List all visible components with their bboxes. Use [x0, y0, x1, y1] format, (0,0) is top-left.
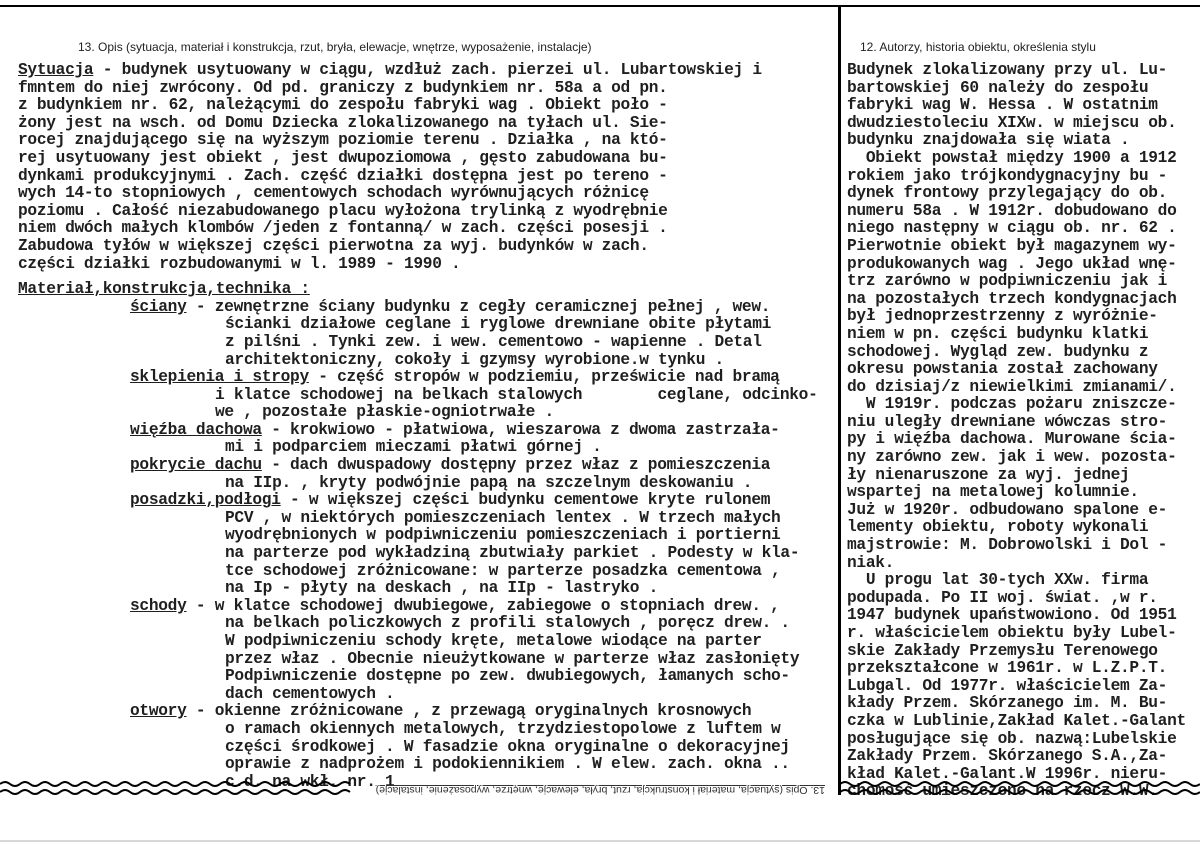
materials-item-text: PCV , w niektórych pomieszczeniach lentex . W trzech małych: [225, 508, 781, 527]
history-line: U progu lat 30-tych XXw. firma: [847, 571, 1149, 590]
materials-item-label: otwory: [130, 702, 187, 721]
history-line: fabryki wag W. Hessa . W ostatnim: [847, 96, 1158, 115]
situation-line: [18, 256, 836, 274]
materials-item-text: na IIp. , kryty podwójnie papą na szczelnym deskowaniu .: [225, 473, 753, 492]
situation-section: [18, 62, 836, 273]
materials-line: [18, 404, 836, 422]
history-line: numeru 58a . W 1912r. dobudowano do: [847, 201, 1177, 220]
history-line: Lubgal. Od 1977r. właścicielem Za-: [847, 676, 1168, 695]
situation-text: z budynkiem nr. 62, należącymi do zespołu fabryki wag . Obiekt poło -: [18, 96, 668, 115]
history-line: czka w Lublinie,Zakład Kalet.-Galant: [847, 711, 1186, 730]
materials-line: [18, 633, 836, 651]
materials-line: [18, 299, 836, 317]
history-line: chomość umieszczono na rzecz W.W.: [847, 782, 1158, 801]
materials-item-text: na belkach policzkowych z profili stalowych , poręcz drew. .: [225, 614, 790, 633]
materials-line: [18, 387, 836, 405]
history-line: r. właścicielem obiektu były Lubel-: [847, 624, 1177, 642]
materials-item-text: przez właz . Obecnie nieużytkowane w parterze właz zasłonięty: [225, 649, 800, 668]
history-line: ny zarówno zew. jak i wew. pozosta-: [847, 448, 1177, 467]
history-line: majstrowie: M. Dobrowolski i Dol -: [847, 536, 1168, 555]
materials-line: [18, 352, 836, 370]
situation-text: niem dwóch małych klombów /jeden z fontanną/ w zach. części posesji .: [18, 219, 668, 238]
history-line: Zakłady Przem. Skórzanego S.A.,Za-: [847, 747, 1168, 766]
materials-item-label: więźba dachowa: [130, 420, 262, 439]
situation-text: żony jest na wsch. od Domu Dziecka zlokalizowanego na tyłach ul. Sie-: [18, 113, 668, 132]
materials-item-text: oprawie z nadprożem i podokiennikiem . W elew. zach. okna ..: [225, 755, 790, 774]
materials-item-text: tce schodowej zróżnicowane: w parterze posadzka cementowa ,: [225, 561, 781, 580]
situation-line: [18, 238, 836, 256]
history-line: posługujące się ob. nazwą:Lubelskie: [847, 729, 1177, 748]
materials-line: [18, 457, 836, 475]
top-border-line: [0, 5, 1200, 7]
history-line: produkowanych wag . Jego układ wnę-: [847, 254, 1177, 273]
history-line: podupada. Po II woj. świat. ,w r.: [847, 588, 1158, 607]
materials-line: [18, 668, 836, 686]
situation-text: wych 14-to stopniowych , cementowych schodach wyrównujących różnicę: [18, 184, 649, 203]
situation-line: [18, 115, 836, 133]
situation-line: [18, 185, 836, 203]
history-line: W 1919r. podczas pożaru zniszcze-: [847, 395, 1177, 414]
situation-line: [18, 80, 836, 98]
materials-line: [18, 703, 836, 721]
history-line: niego następny w ciągu ob. nr. 62 .: [847, 219, 1177, 238]
materials-heading-label: Materiał,konstrukcja,technika :: [18, 280, 310, 299]
materials-item-text: - część stropów w podziemiu, prześwicie nad bramą: [308, 368, 780, 387]
history-line: wspartej na metalowej kolumnie.: [847, 483, 1139, 502]
situation-text: dynkami produkcyjnymi . Zach. część działki dostępna jest po tereno -: [18, 166, 668, 185]
history-line: bartowskiej 60 należy do zespołu: [847, 78, 1149, 97]
materials-item-text: i klatce schodowej na belkach stalowych ceglane, odcinko-: [215, 385, 818, 404]
history-line: na pozostałych trzech kondygnacjach: [847, 289, 1177, 308]
materials-item-text: architektoniczny, cokoły i gzymsy wyrobione.w tynku .: [225, 350, 724, 369]
history-line: okresu powstania został zachowany: [847, 360, 1158, 379]
situation-line: [18, 132, 836, 150]
materials-line: [18, 739, 836, 757]
materials-item-text: W podpiwniczeniu schody kręte, metalowe wiodące na parter: [225, 632, 762, 650]
history-line: budynku znajdowała się wiata .: [847, 131, 1130, 150]
history-line: przekształcone w 1961r. w L.Z.P.T.: [847, 659, 1168, 678]
materials-item-text: ścianki działowe ceglane i ryglowe drewniane obite płytami: [225, 315, 772, 334]
materials-item-text: dach cementowych .: [225, 684, 395, 703]
situation-text: Zabudowa tyłów w większej części pierwotna za wyj. budynków w zach.: [18, 236, 649, 255]
materials-line: [18, 651, 836, 669]
materials-line: [18, 545, 836, 563]
history-line: kłady Przem. Skórzanego im. M. Bu-: [847, 694, 1168, 713]
materials-line: [18, 615, 836, 633]
materials-line: [18, 492, 836, 510]
materials-item-text: - w klatce schodowej dwubiegowe, zabiegowe o stopniach drew. ,: [186, 596, 780, 615]
materials-item-text: o ramach okiennych metalowych, trzydziestopolowe z luftem w: [225, 719, 781, 738]
situation-text: - budynek usytuowany w ciągu, wzdłuż zach. pierzei ul. Lubartowskiej i: [93, 61, 762, 79]
history-line: Już w 1920r. odbudowano spalone e-: [847, 500, 1168, 519]
situation-line: [18, 97, 836, 115]
history-line: py i więźba dachowa. Murowane ścia-: [847, 430, 1177, 449]
history-line: trz zarówno w podpiwniczeniu jak i: [847, 272, 1168, 291]
materials-line: [18, 721, 836, 739]
materials-item-label: ściany: [130, 297, 187, 316]
column-divider: [838, 5, 841, 795]
situation-line: [18, 220, 836, 238]
situation-label: Sytuacja: [18, 61, 94, 79]
materials-item-text: na Ip - płyty na deskach , na IIp - lastryko .: [225, 579, 659, 598]
situation-line: [18, 203, 836, 221]
left-column-header: 13. Opis (sytuacja, materiał i konstrukcja, rzut, bryła, elewacje, wnętrze, wyposażenie, instalacje): [78, 40, 592, 54]
materials-line: [18, 686, 836, 704]
materials-item-text: Podpiwniczenie dostępne po zew. dwubiegowych, łamanych scho-: [225, 667, 790, 686]
situation-text: poziomu . Całość niezabudowanego placu wyłożona trylinką z wyodrębnie: [18, 201, 668, 220]
bottom-border-line: [0, 840, 1200, 842]
materials-item-text: na parterze pod wykładziną zbutwiały parkiet . Podesty w kla-: [225, 544, 800, 563]
history-line: skie Zakłady Przemysłu Terenowego: [847, 641, 1158, 660]
history-line: ły nienaruszone za wyj. jednej: [847, 465, 1130, 484]
materials-line: [18, 439, 836, 457]
materials-item-label: pokrycie dachu: [130, 456, 262, 475]
history-line: był jednoprzestrzenny z wyróżnie-: [847, 307, 1158, 326]
history-line: 1947 budynek upaństwowiono. Od 1951: [847, 606, 1177, 625]
situation-text: fmntem do niej zwrócony. Od pd. graniczy z budynkiem nr. 58a a od pn.: [18, 78, 668, 97]
materials-line: [18, 369, 836, 387]
materials-item-text: części środkowej . W fasadzie okna oryginalne o dekoracyjnej: [225, 737, 790, 756]
history-line: Budynek zlokalizowany przy ul. Lu-: [847, 62, 1168, 79]
materials-line: [18, 580, 836, 598]
history-line: dwudziestoleciu XIXw. w miejscu ob.: [847, 113, 1177, 132]
materials-line: [18, 422, 836, 440]
history-line: niu uległy drewniane wówczas stro-: [847, 412, 1168, 431]
materials-item-label: schody: [130, 596, 187, 615]
history-line: schodowej. Wygląd zew. budynku z: [847, 342, 1149, 361]
materials-item-text: mi i podparciem mieczami płatwi górnej .: [225, 438, 602, 457]
history-line: kład Kalet.-Galant.W 1996r. nieru-: [847, 764, 1168, 783]
situation-line: [18, 168, 836, 186]
materials-item-label: posadzki,podłogi: [130, 491, 281, 510]
history-column: [847, 62, 1200, 801]
history-line: Pierwotnie obiekt był magazynem wy-: [847, 236, 1177, 255]
history-line: lementy obiektu, roboty wykonali: [847, 518, 1149, 537]
history-line: niak.: [847, 553, 895, 572]
situation-line: [18, 150, 836, 168]
materials-item-text: - krokwiowo - płatwiowa, wieszarowa z dwoma zastrzała-: [261, 420, 780, 439]
materials-item-text: - okienne zróżnicowane , z przewagą oryginalnych krosnowych: [186, 702, 752, 721]
materials-line: [18, 527, 836, 545]
history-line: do dzisiaj/z niewielkimi zmianami/.: [847, 377, 1177, 396]
materials-line: [18, 334, 836, 352]
materials-line: [18, 510, 836, 528]
materials-item-label: sklepienia i stropy: [130, 368, 309, 387]
description-column: [18, 62, 836, 791]
materials-section: [18, 299, 836, 792]
situation-text: rocej znajdującego się na wyższym poziomie terenu . Działka , na któ-: [18, 131, 668, 150]
materials-item-text: - w większej części budynku cementowe kryte rulonem: [280, 491, 771, 510]
history-line: dynek frontowy przylegający do ob.: [847, 184, 1168, 203]
materials-item-text: c.d. na wkł. nr. 1: [225, 772, 395, 791]
materials-line: [18, 316, 836, 334]
materials-line: [18, 598, 836, 616]
materials-heading: [18, 281, 836, 299]
materials-line: [18, 475, 836, 493]
situation-text: części działki rozbudowanymi w l. 1989 - 1990 .: [18, 254, 461, 273]
materials-item-text: wyodrębnionych w podpiwniczeniu pomieszczeniach i portierni: [225, 526, 781, 545]
situation-line: [18, 62, 836, 80]
history-line: Obiekt powstał między 1900 a 1912: [847, 148, 1177, 167]
materials-line: [18, 563, 836, 581]
history-line: niem w pn. części budynku klatki: [847, 324, 1149, 343]
materials-item-text: - zewnętrzne ściany budynku z cegły ceramicznej pełnej , wew.: [186, 297, 771, 316]
history-line: rokiem jako trójkondygnacyjny bu -: [847, 166, 1168, 185]
materials-item-text: we , pozostałe płaskie-ogniotrwałe .: [215, 403, 554, 422]
materials-item-text: z pilśni . Tynki zew. i wew. cementowo - wapienne . Detal: [225, 332, 762, 351]
mirrored-bleedthrough-heading: 13. Opis (sytuacja, materiał i konstrukcja, rzut, bryła, elewacje, wnętrze, wyposażenie, instalacje): [375, 784, 825, 796]
right-column-header: 12. Autorzy, historia obiektu, określenia stylu: [860, 40, 1096, 54]
materials-item-text: - dach dwuspadowy dostępny przez właz z pomieszczenia: [261, 456, 771, 475]
situation-text: rej usytuowany jest obiekt , jest dwupoziomowa , gęsto zabudowana bu-: [18, 148, 668, 167]
